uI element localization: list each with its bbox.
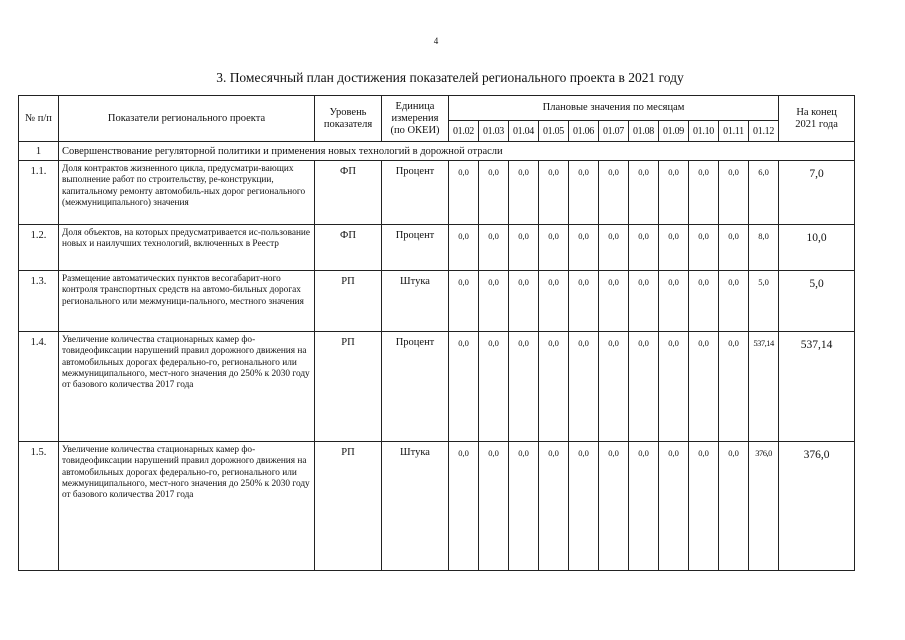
- row-unit: Штука: [382, 442, 449, 571]
- row-month-value: 0,0: [629, 332, 659, 442]
- row-month-value: 0,0: [479, 225, 509, 271]
- header-planned-values: Плановые значения по месяцам: [449, 96, 779, 121]
- row-indicator-name: Доля объектов, на которых предусматривается ис-пользование новых и наилучших технологий, включенных в Реестр: [59, 225, 315, 271]
- row-month-value: 0,0: [689, 442, 719, 571]
- row-month-value: 0,0: [569, 271, 599, 332]
- document-title: 3. Помесячный план достижения показателей регионального проекта в 2021 году: [216, 70, 684, 85]
- row-month-value: 0,0: [629, 161, 659, 225]
- row-month-value: 537,14: [749, 332, 779, 442]
- row-month-value: 0,0: [509, 332, 539, 442]
- header-month: 01.08: [629, 121, 659, 142]
- row-month-value: 376,0: [749, 442, 779, 571]
- row-month-value: 0,0: [599, 442, 629, 571]
- header-end-line1: На конец: [796, 106, 837, 118]
- table-row: [19, 225, 855, 271]
- header-row-top: [19, 96, 855, 121]
- row-month-value: 0,0: [659, 442, 689, 571]
- header-month: 01.02: [449, 121, 479, 142]
- row-level: РП: [315, 442, 382, 571]
- row-month-value: 0,0: [449, 161, 479, 225]
- header-month: 01.03: [479, 121, 509, 142]
- row-month-value: 0,0: [629, 271, 659, 332]
- row-num: 1.2.: [19, 225, 59, 271]
- row-month-value: 0,0: [629, 225, 659, 271]
- header-unit-line1: Единица: [395, 100, 435, 112]
- row-indicator-name: Доля контрактов жизненного цикла, предусматри-вающих выполнение работ по строительству, ре-конструкции, капитальному ремонту автомобиль-ных дорог регионального (межмуниципального) значения: [59, 161, 315, 225]
- row-indicator-name: Увеличение количества стационарных камер фо-товидеофиксации нарушений правил дорожного движения на автомобильных дорогах федерально-го, регионального или межмуниципального, мест-ного значения до 250% к 2030 году от базового количества 2017 года: [59, 332, 315, 442]
- row-month-value: 0,0: [509, 225, 539, 271]
- row-month-value: 0,0: [719, 161, 749, 225]
- row-month-value: 0,0: [509, 161, 539, 225]
- row-month-value: 0,0: [509, 442, 539, 571]
- row-month-value: 0,0: [719, 225, 749, 271]
- row-month-value: 0,0: [479, 271, 509, 332]
- row-unit: Штука: [382, 271, 449, 332]
- row-level: РП: [315, 271, 382, 332]
- table-row: [19, 271, 855, 332]
- header-month: 01.10: [689, 121, 719, 142]
- row-end-value: 5,0: [779, 271, 855, 332]
- row-month-value: 0,0: [479, 332, 509, 442]
- header-month: 01.04: [509, 121, 539, 142]
- header-month: 01.07: [599, 121, 629, 142]
- row-month-value: 0,0: [539, 161, 569, 225]
- row-month-value: 0,0: [479, 161, 509, 225]
- row-month-value: 0,0: [719, 271, 749, 332]
- header-month: 01.06: [569, 121, 599, 142]
- header-month: 01.11: [719, 121, 749, 142]
- row-month-value: 0,0: [599, 161, 629, 225]
- row-month-value: 0,0: [659, 161, 689, 225]
- row-end-value: 376,0: [779, 442, 855, 571]
- table-row: [19, 442, 855, 571]
- section-title: Совершенствование регуляторной политики и применения новых технологий в дорожной отрасли: [59, 142, 855, 161]
- monthly-plan-table: [18, 95, 855, 571]
- row-month-value: 0,0: [509, 271, 539, 332]
- row-month-value: 0,0: [719, 332, 749, 442]
- row-month-value: 0,0: [569, 442, 599, 571]
- header-end-of-year: [779, 96, 855, 142]
- row-month-value: 0,0: [479, 442, 509, 571]
- row-num: 1.3.: [19, 271, 59, 332]
- row-month-value: 0,0: [629, 442, 659, 571]
- row-level: РП: [315, 332, 382, 442]
- row-month-value: 0,0: [569, 161, 599, 225]
- row-month-value: 0,0: [599, 332, 629, 442]
- header-month: 01.09: [659, 121, 689, 142]
- row-num: 1.1.: [19, 161, 59, 225]
- row-unit: Процент: [382, 332, 449, 442]
- row-month-value: 0,0: [689, 161, 719, 225]
- row-indicator-name: Размещение автоматических пунктов весогабарит-ного контроля транспортных средств на автомо-бильных дорогах регионального или межмуници-пального, местного значения: [59, 271, 315, 332]
- row-indicator-name: Увеличение количества стационарных камер фо-товидеофиксации нарушений правил дорожного движения на автомобильных дорогах федерально-го, регионального или межмуниципального, мест-ного значения до 250% к 2030 году от базового количества 2017 года: [59, 442, 315, 571]
- row-month-value: 0,0: [539, 332, 569, 442]
- row-month-value: 0,0: [449, 225, 479, 271]
- row-month-value: 0,0: [449, 271, 479, 332]
- row-unit: Процент: [382, 225, 449, 271]
- row-end-value: 7,0: [779, 161, 855, 225]
- row-month-value: 0,0: [689, 271, 719, 332]
- row-month-value: 0,0: [539, 225, 569, 271]
- header-end-line2: 2021 года: [795, 118, 838, 130]
- row-month-value: 0,0: [599, 271, 629, 332]
- row-month-value: 0,0: [689, 225, 719, 271]
- page-number: 4: [433, 36, 439, 46]
- row-month-value: 0,0: [449, 332, 479, 442]
- header-month: 01.05: [539, 121, 569, 142]
- header-level: [315, 96, 382, 142]
- row-month-value: 6,0: [749, 161, 779, 225]
- table-row: [19, 332, 855, 442]
- section-row: [19, 142, 855, 161]
- row-month-value: 0,0: [539, 442, 569, 571]
- header-unit: [382, 96, 449, 142]
- row-month-value: 5,0: [749, 271, 779, 332]
- row-unit: Процент: [382, 161, 449, 225]
- row-month-value: 0,0: [659, 225, 689, 271]
- row-level: ФП: [315, 161, 382, 225]
- row-level: ФП: [315, 225, 382, 271]
- row-end-value: 537,14: [779, 332, 855, 442]
- row-month-value: 0,0: [569, 332, 599, 442]
- header-indicators: Показатели регионального проекта: [59, 96, 315, 142]
- row-month-value: 0,0: [569, 225, 599, 271]
- row-num: 1.4.: [19, 332, 59, 442]
- row-month-value: 8,0: [749, 225, 779, 271]
- table-row: [19, 161, 855, 225]
- row-end-value: 10,0: [779, 225, 855, 271]
- header-month: 01.12: [749, 121, 779, 142]
- row-month-value: 0,0: [539, 271, 569, 332]
- header-unit-line2: измерения: [391, 112, 439, 124]
- header-level-line1: Уровень: [329, 106, 367, 118]
- row-month-value: 0,0: [599, 225, 629, 271]
- header-level-line2: показателя: [323, 118, 373, 130]
- row-month-value: 0,0: [719, 442, 749, 571]
- header-unit-line3: (по ОКЕИ): [390, 124, 440, 136]
- row-month-value: 0,0: [659, 332, 689, 442]
- row-month-value: 0,0: [449, 442, 479, 571]
- header-num: № п/п: [19, 96, 59, 142]
- section-num: 1: [19, 142, 59, 161]
- row-month-value: 0,0: [659, 271, 689, 332]
- row-num: 1.5.: [19, 442, 59, 571]
- row-month-value: 0,0: [689, 332, 719, 442]
